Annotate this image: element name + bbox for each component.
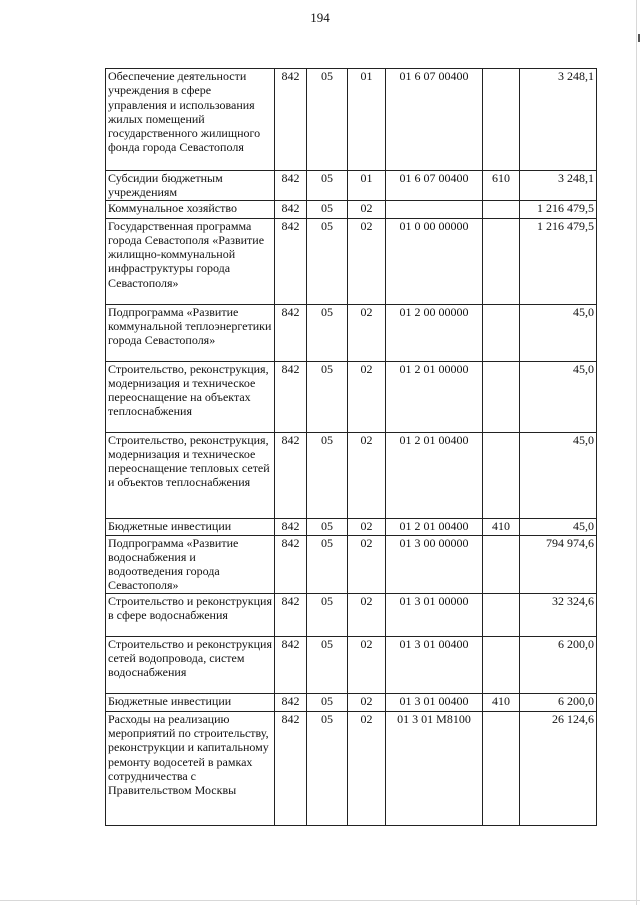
row-name-cell: Строительство и реконструкция в сфере водоснабжения <box>106 593 275 636</box>
row-section-code-cell: 05 <box>307 593 348 636</box>
row-amount-cell: 794 974,6 <box>520 535 597 593</box>
row-gr-code-cell: 842 <box>275 432 307 518</box>
row-gr-code-cell: 842 <box>275 304 307 361</box>
row-expense-type-cell <box>483 432 520 518</box>
row-name-cell: Обеспечение деятельности учреждения в сфере управления и использования жилых помещений государственного жилищного фонда города Севастополя <box>106 69 275 171</box>
row-gr-code-cell: 842 <box>275 693 307 711</box>
row-amount-cell: 45,0 <box>520 432 597 518</box>
row-amount-cell: 45,0 <box>520 304 597 361</box>
budget-table <box>105 68 597 826</box>
row-section-code-cell: 05 <box>307 432 348 518</box>
row-name-cell: Строительство и реконструкция сетей водопровода, систем водоснабжения <box>106 636 275 693</box>
page-number: 194 <box>310 10 330 25</box>
row-name-cell: Строительство, реконструкция, модернизация и техническое переоснащение на объектах теплоснабжения <box>106 361 275 432</box>
row-name-cell: Бюджетные инвестиции <box>106 693 275 711</box>
row-expense-type-cell: 410 <box>483 518 520 535</box>
row-section-code-cell: 05 <box>307 711 348 825</box>
row-amount-cell: 6 200,0 <box>520 636 597 693</box>
row-target-article-cell <box>386 200 483 218</box>
table-row <box>106 593 597 636</box>
row-expense-type-cell <box>483 593 520 636</box>
row-name-cell: Субсидии бюджетным учреждениям <box>106 171 275 201</box>
page-bottom-line <box>0 900 640 901</box>
row-expense-type-cell <box>483 535 520 593</box>
row-amount-cell: 45,0 <box>520 518 597 535</box>
row-subsection-code-cell: 02 <box>348 518 386 535</box>
row-amount-cell: 6 200,0 <box>520 693 597 711</box>
table-row <box>106 432 597 518</box>
table-row <box>106 693 597 711</box>
row-expense-type-cell: 610 <box>483 171 520 201</box>
row-target-article-cell: 01 3 00 00000 <box>386 535 483 593</box>
row-name-cell: Государственная программа города Севастополя «Развитие жилищно-коммунальной инфраструктуры города Севастополя» <box>106 218 275 304</box>
row-name-cell: Расходы на реализацию мероприятий по строительству, реконструкции и капитальному ремонту водосетей в рамках сотрудничества с Правительством Москвы <box>106 711 275 825</box>
table-row <box>106 518 597 535</box>
row-target-article-cell: 01 3 01 M8100 <box>386 711 483 825</box>
row-amount-cell: 1 216 479,5 <box>520 218 597 304</box>
row-expense-type-cell <box>483 636 520 693</box>
row-subsection-code-cell: 02 <box>348 636 386 693</box>
row-target-article-cell: 01 3 01 00400 <box>386 636 483 693</box>
row-expense-type-cell <box>483 361 520 432</box>
row-subsection-code-cell: 02 <box>348 593 386 636</box>
row-subsection-code-cell: 02 <box>348 361 386 432</box>
row-expense-type-cell <box>483 711 520 825</box>
row-section-code-cell: 05 <box>307 693 348 711</box>
row-gr-code-cell: 842 <box>275 361 307 432</box>
row-expense-type-cell <box>483 69 520 171</box>
row-gr-code-cell: 842 <box>275 518 307 535</box>
row-subsection-code-cell: 02 <box>348 304 386 361</box>
row-name-cell: Бюджетные инвестиции <box>106 518 275 535</box>
row-target-article-cell: 01 3 01 00400 <box>386 693 483 711</box>
row-subsection-code-cell: 02 <box>348 711 386 825</box>
row-name-cell: Коммунальное хозяйство <box>106 200 275 218</box>
table-row <box>106 711 597 825</box>
row-subsection-code-cell: 01 <box>348 69 386 171</box>
row-section-code-cell: 05 <box>307 171 348 201</box>
row-expense-type-cell <box>483 304 520 361</box>
row-target-article-cell: 01 2 01 00000 <box>386 361 483 432</box>
budget-table-body <box>106 69 597 826</box>
row-gr-code-cell: 842 <box>275 593 307 636</box>
row-section-code-cell: 05 <box>307 69 348 171</box>
row-section-code-cell: 05 <box>307 218 348 304</box>
row-section-code-cell: 05 <box>307 361 348 432</box>
row-subsection-code-cell: 01 <box>348 171 386 201</box>
row-amount-cell: 26 124,6 <box>520 711 597 825</box>
row-subsection-code-cell: 02 <box>348 535 386 593</box>
page-edge-line <box>636 0 637 905</box>
row-section-code-cell: 05 <box>307 535 348 593</box>
table-row <box>106 636 597 693</box>
table-row <box>106 304 597 361</box>
table-row <box>106 69 597 171</box>
row-expense-type-cell <box>483 218 520 304</box>
row-target-article-cell: 01 3 01 00000 <box>386 593 483 636</box>
row-name-cell: Подпрограмма «Развитие водоснабжения и водоотведения города Севастополя» <box>106 535 275 593</box>
row-expense-type-cell: 410 <box>483 693 520 711</box>
row-amount-cell: 32 324,6 <box>520 593 597 636</box>
row-target-article-cell: 01 2 01 00400 <box>386 518 483 535</box>
row-gr-code-cell: 842 <box>275 711 307 825</box>
table-row <box>106 171 597 201</box>
row-target-article-cell: 01 6 07 00400 <box>386 69 483 171</box>
row-gr-code-cell: 842 <box>275 218 307 304</box>
table-row <box>106 361 597 432</box>
row-amount-cell: 3 248,1 <box>520 171 597 201</box>
row-subsection-code-cell: 02 <box>348 200 386 218</box>
row-subsection-code-cell: 02 <box>348 693 386 711</box>
row-gr-code-cell: 842 <box>275 200 307 218</box>
row-name-cell: Строительство, реконструкция, модернизация и техническое переоснащение тепловых сетей и объектов теплоснабжения <box>106 432 275 518</box>
row-target-article-cell: 01 6 07 00400 <box>386 171 483 201</box>
row-expense-type-cell <box>483 200 520 218</box>
row-gr-code-cell: 842 <box>275 535 307 593</box>
row-amount-cell: 1 216 479,5 <box>520 200 597 218</box>
row-amount-cell: 3 248,1 <box>520 69 597 171</box>
row-section-code-cell: 05 <box>307 304 348 361</box>
row-subsection-code-cell: 02 <box>348 432 386 518</box>
row-target-article-cell: 01 2 00 00000 <box>386 304 483 361</box>
table-row <box>106 218 597 304</box>
table-row <box>106 535 597 593</box>
row-target-article-cell: 01 0 00 00000 <box>386 218 483 304</box>
row-amount-cell: 45,0 <box>520 361 597 432</box>
row-section-code-cell: 05 <box>307 636 348 693</box>
row-gr-code-cell: 842 <box>275 171 307 201</box>
row-gr-code-cell: 842 <box>275 636 307 693</box>
table-row <box>106 200 597 218</box>
row-target-article-cell: 01 2 01 00400 <box>386 432 483 518</box>
row-name-cell: Подпрограмма «Развитие коммунальной теплоэнергетики города Севастополя» <box>106 304 275 361</box>
row-section-code-cell: 05 <box>307 518 348 535</box>
row-subsection-code-cell: 02 <box>348 218 386 304</box>
row-gr-code-cell: 842 <box>275 69 307 171</box>
row-section-code-cell: 05 <box>307 200 348 218</box>
